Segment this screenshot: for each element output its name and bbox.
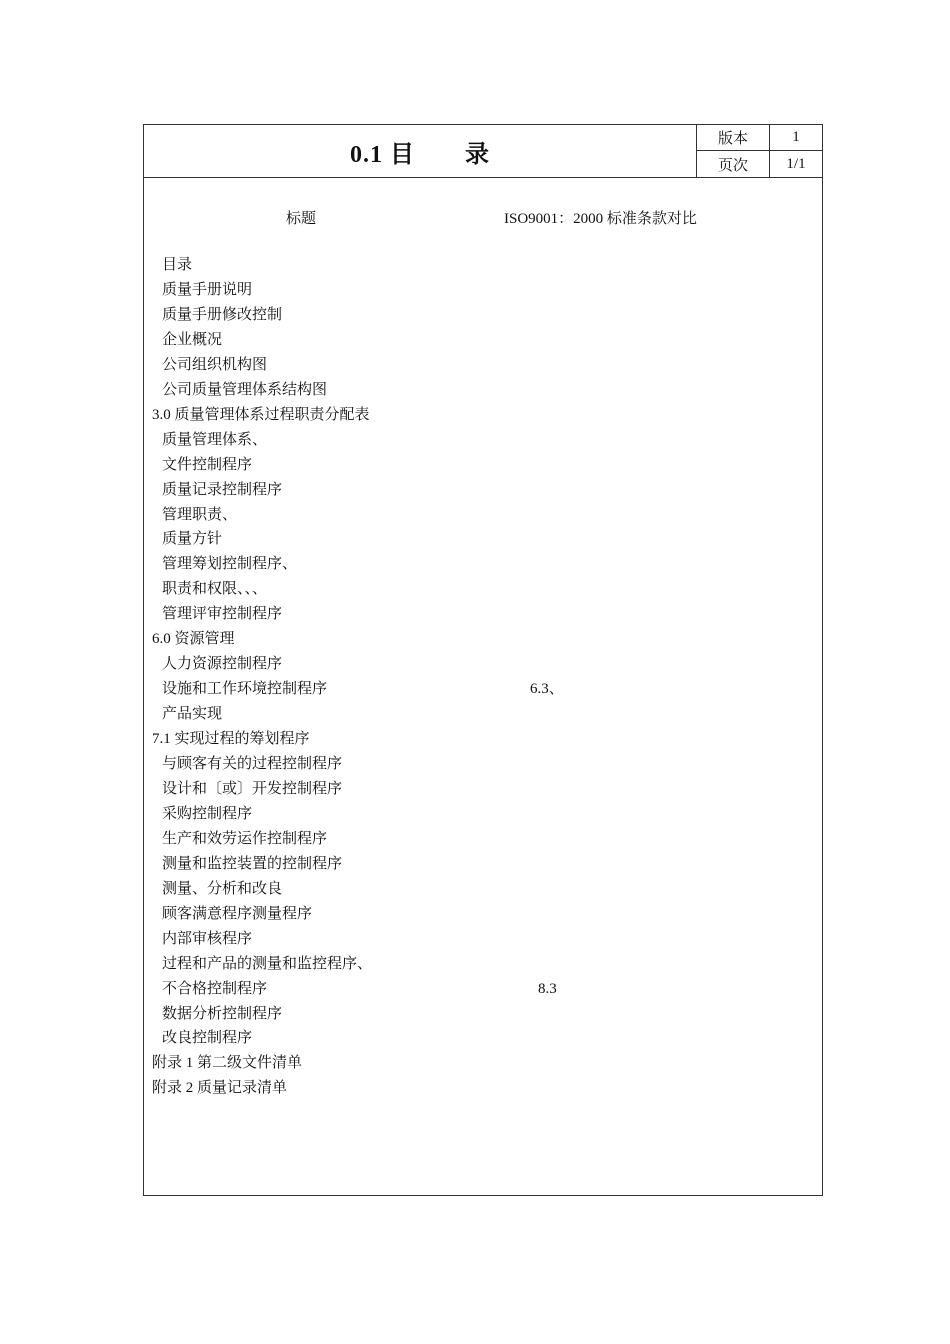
toc-item[interactable]: 公司组织机构图 (162, 356, 268, 373)
page-value: 1/1 (786, 155, 806, 172)
toc-item[interactable]: 采购控制程序 (162, 805, 253, 822)
toc-item[interactable]: 产品实现 (162, 706, 223, 723)
toc-item[interactable]: 6.0 资源管理 (152, 631, 235, 648)
toc-item[interactable]: 顾客满意程序测量程序 (162, 905, 313, 922)
toc-item[interactable]: 管理筹划控制程序、 (162, 556, 298, 573)
toc-item[interactable]: 改良控制程序 (162, 1030, 253, 1047)
toc-item[interactable]: 生产和效劳运作控制程序 (162, 830, 328, 847)
toc-item[interactable]: 测量和监控装置的控制程序 (162, 855, 343, 872)
toc-item[interactable]: 文件控制程序 (162, 456, 253, 473)
toc-item[interactable]: 附录 1 第二级文件清单 (152, 1055, 303, 1072)
page-label: 页次 (697, 151, 770, 177)
version-value: 1 (792, 129, 800, 145)
document-frame (143, 124, 823, 1196)
toc-iso-ref: 6.3、 (530, 681, 564, 698)
toc-item[interactable]: 目录 (162, 257, 193, 273)
toc-item[interactable]: 7.1 实现过程的筹划程序 (152, 731, 310, 748)
toc-item[interactable]: 数据分析控制程序 (162, 1005, 283, 1022)
toc-item[interactable]: 人力资源控制程序 (162, 656, 283, 673)
toc-item[interactable]: 质量方针 (162, 531, 223, 548)
toc-item[interactable]: 质量手册修改控制 (162, 306, 283, 323)
toc-item[interactable]: 企业概况 (162, 331, 223, 348)
toc-item[interactable]: 管理评审控制程序 (162, 606, 283, 623)
header-row (144, 125, 822, 178)
toc-item[interactable]: 3.0 质量管理体系过程职责分配表 (152, 406, 370, 423)
toc-item[interactable]: 测量、分析和改良 (162, 880, 283, 897)
toc-item[interactable]: 质量管理体系、 (162, 431, 268, 448)
column-header-iso: ISO9001：2000 标准条款对比 (504, 211, 697, 227)
toc-item[interactable]: 管理职责、 (162, 506, 238, 523)
version-label: 版本 (697, 125, 770, 150)
toc-item[interactable]: 公司质量管理体系结构图 (162, 381, 328, 398)
toc-iso-ref: 8.3 (538, 980, 557, 997)
toc-item[interactable]: 职责和权限、、、 (162, 581, 268, 598)
meta-table (696, 125, 822, 177)
toc-item[interactable]: 设计和〔或〕开发控制程序 (162, 780, 343, 797)
column-header-title: 标题 (286, 211, 317, 227)
toc-item[interactable]: 质量手册说明 (162, 281, 253, 298)
toc-item[interactable]: 附录 2 质量记录清单 (152, 1080, 288, 1097)
page-title: 0.1 目 录 (350, 141, 490, 168)
toc-item[interactable]: 不合格控制程序 (162, 980, 268, 997)
toc-item[interactable]: 与顾客有关的过程控制程序 (162, 756, 343, 772)
toc-item[interactable]: 过程和产品的测量和监控程序、 (162, 955, 373, 972)
page-row (697, 151, 822, 177)
toc-item[interactable]: 质量记录控制程序 (162, 481, 283, 498)
version-row (697, 125, 822, 151)
toc-item[interactable]: 内部审核程序 (162, 930, 253, 947)
toc-item[interactable]: 设施和工作环境控制程序 (162, 681, 328, 698)
